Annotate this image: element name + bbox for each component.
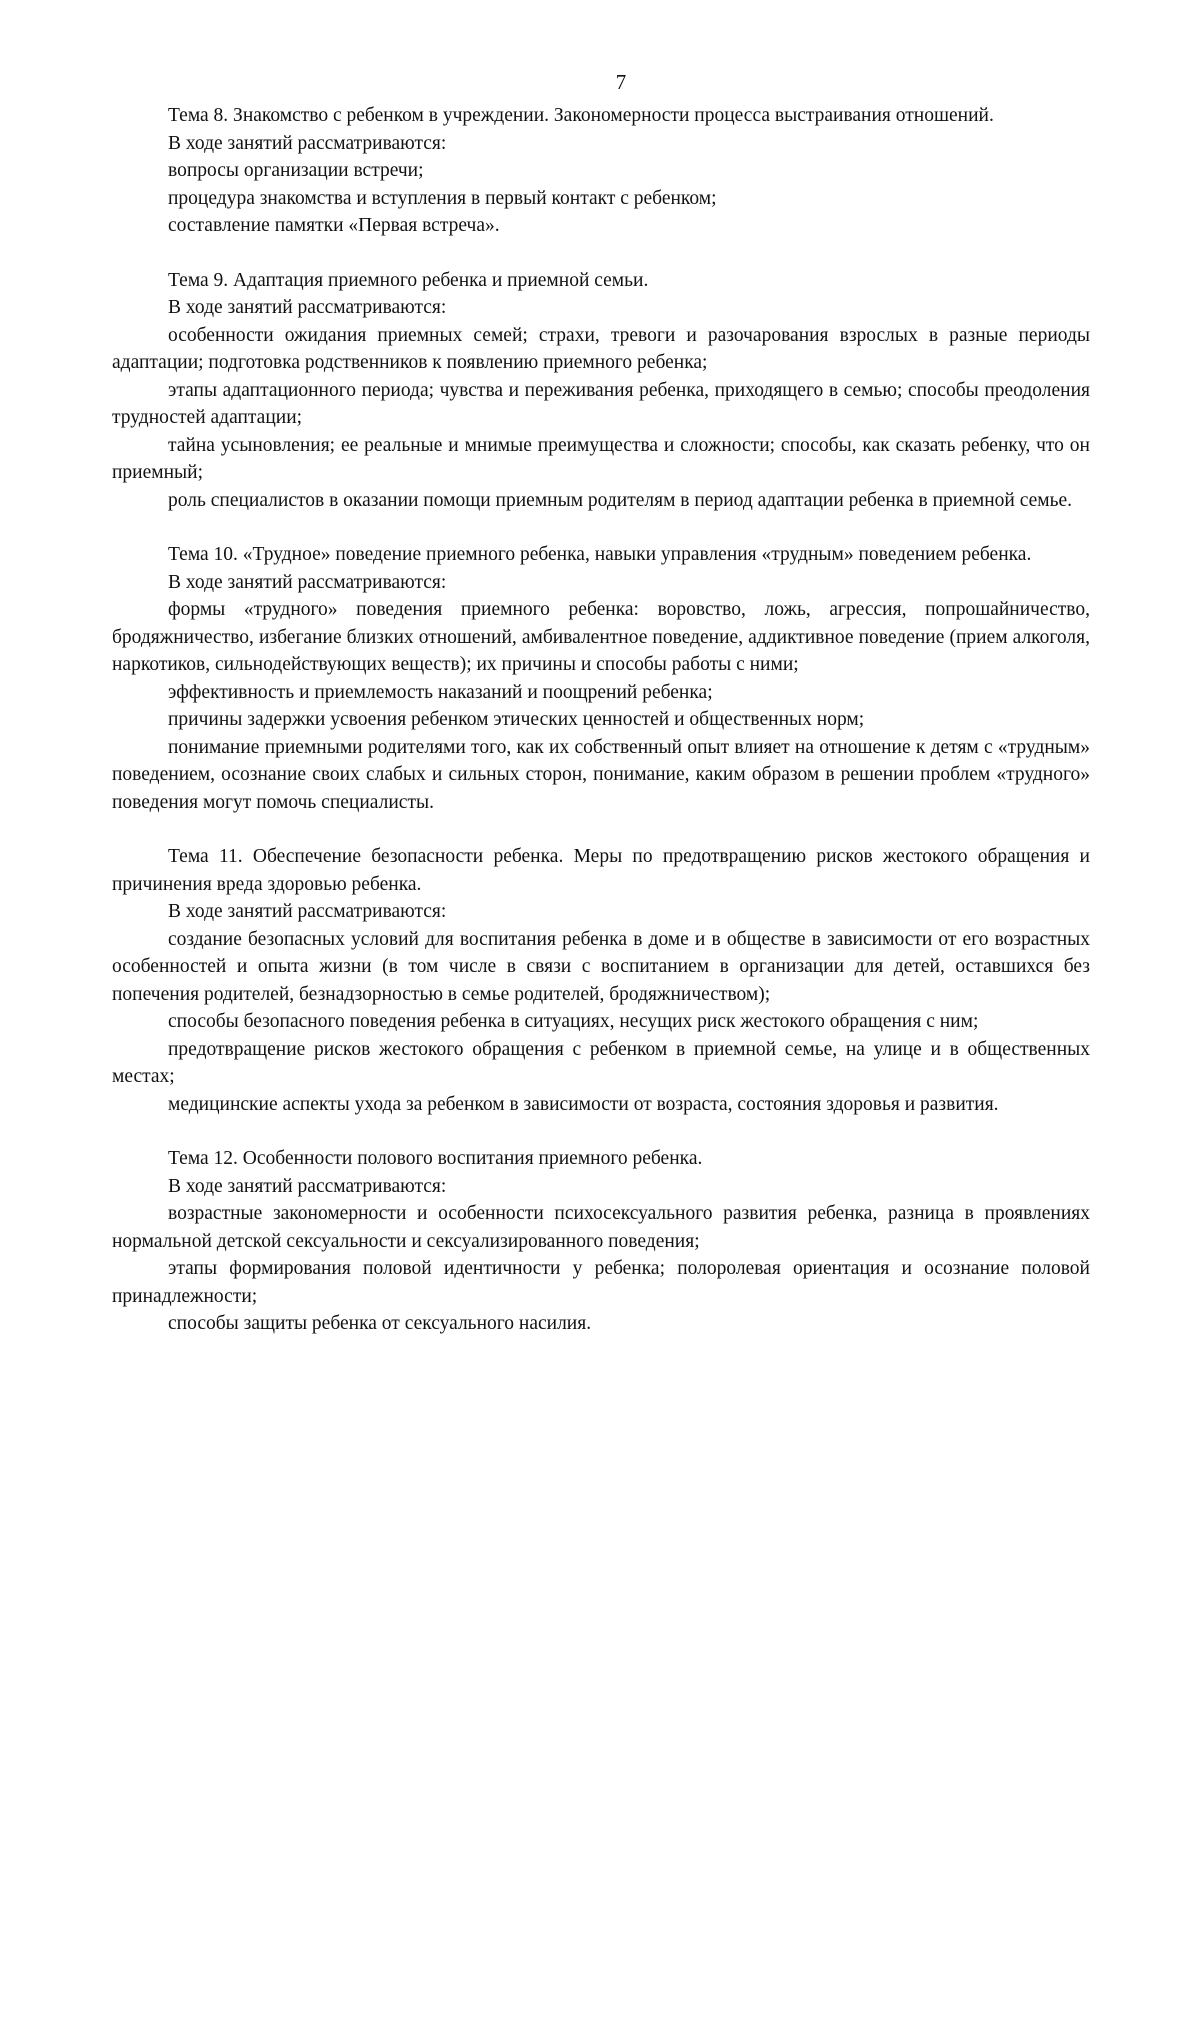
topic-item: этапы адаптационного периода; чувства и переживания ребенка, приходящего в семью; способы преодоления трудностей адаптации; bbox=[112, 379, 1090, 428]
topic-item: вопросы организации встречи; bbox=[168, 160, 424, 181]
topic-item: роль специалистов в оказании помощи приемным родителям в период адаптации ребенка в приемной семье. bbox=[168, 489, 1073, 511]
topic-item: медицинские аспекты ухода за ребенком в зависимости от возраста, состояния здоровья и развития. bbox=[168, 1093, 999, 1115]
topic-item: формы «трудного» поведения приемного ребенка: воровство, ложь, агрессия, попрошайничество, бродяжничество, избегание близких отношений, амбивалентное поведение, аддиктивное поведение (прием алкоголя, наркотиков, сильнодействующих веществ); их причины и способы работы с ними; bbox=[112, 599, 1090, 675]
topic-heading: Тема 12. Особенности полового воспитания приемного ребенка. bbox=[168, 1148, 703, 1169]
page-number: 7 bbox=[615, 70, 627, 94]
topic-item: эффективность и приемлемость наказаний и поощрений ребенка; bbox=[168, 681, 713, 703]
document-body bbox=[112, 102, 1090, 1338]
topic-section bbox=[112, 843, 1090, 1118]
topic-intro: В ходе занятий рассматриваются: bbox=[168, 297, 447, 318]
topic-item: возрастные закономерности и особенности психосексуального развития ребенка, разница в проявлениях нормальной детской сексуальности и сексуализированного поведения; bbox=[112, 1203, 1090, 1252]
topic-item: создание безопасных условий для воспитания ребенка в доме и в обществе в зависимости от его возрастных особенностей и опыта жизни (в том числе в связи с воспитанием в организации для детей, оставшихся без попечения родителей, безнадзорностью в семье родителей, бродяжничеством); bbox=[112, 928, 1090, 1005]
topic-item: понимание приемными родителями того, как их собственный опыт влияет на отношение к детям с «трудным» поведением, осознание своих слабых и сильных сторон, понимание, каким образом в решении проблем «трудного» поведения могут помочь специалисты. bbox=[112, 736, 1090, 813]
document-page bbox=[112, 62, 1090, 1365]
topic-section bbox=[112, 1145, 1090, 1338]
topic-item: предотвращение рисков жестокого обращения с ребенком в приемной семье, на улице и в общественных местах; bbox=[112, 1038, 1090, 1087]
topic-item: причины задержки усвоения ребенком этических ценностей и общественных норм; bbox=[168, 709, 865, 730]
topic-heading: Тема 11. Обеспечение безопасности ребенка. Меры по предотвращению рисков жестокого обращения и причинения вреда здоровью ребенка. bbox=[112, 846, 1090, 895]
topic-item: способы защиты ребенка от сексуального насилия. bbox=[168, 1313, 592, 1334]
topic-intro: В ходе занятий рассматриваются: bbox=[168, 1175, 447, 1197]
topic-item: тайна усыновления; ее реальные и мнимые преимущества и сложности; способы, как сказать ребенку, что он приемный; bbox=[112, 434, 1090, 483]
topic-item: особенности ожидания приемных семей; страхи, тревоги и разочарования взрослых в разные периоды адаптации; подготовка родственников к появлению приемного ребенка; bbox=[112, 324, 1090, 373]
topic-intro: В ходе занятий рассматриваются: bbox=[168, 901, 447, 922]
topic-section bbox=[112, 102, 1090, 240]
topic-heading: Тема 10. «Трудное» поведение приемного ребенка, навыки управления «трудным» поведением ребенка. bbox=[168, 544, 1032, 565]
topic-item: составление памятки «Первая встреча». bbox=[168, 215, 500, 236]
topic-heading: Тема 9. Адаптация приемного ребенка и приемной семьи. bbox=[168, 269, 649, 291]
topic-section bbox=[112, 541, 1090, 816]
topic-item: этапы формирования половой идентичности у ребенка; полоролевая ориентация и осознание половой принадлежности; bbox=[112, 1258, 1090, 1307]
topic-intro: В ходе занятий рассматриваются: bbox=[168, 571, 447, 593]
topic-section bbox=[112, 267, 1090, 515]
topic-intro: В ходе занятий рассматриваются: bbox=[168, 132, 447, 154]
topic-heading: Тема 8. Знакомство с ребенком в учреждении. Закономерности процесса выстраивания отношений. bbox=[168, 105, 994, 126]
topic-item: процедура знакомства и вступления в первый контакт с ребенком; bbox=[168, 187, 717, 209]
topic-item: способы безопасного поведения ребенка в ситуациях, несущих риск жестокого обращения с ним; bbox=[168, 1011, 979, 1032]
